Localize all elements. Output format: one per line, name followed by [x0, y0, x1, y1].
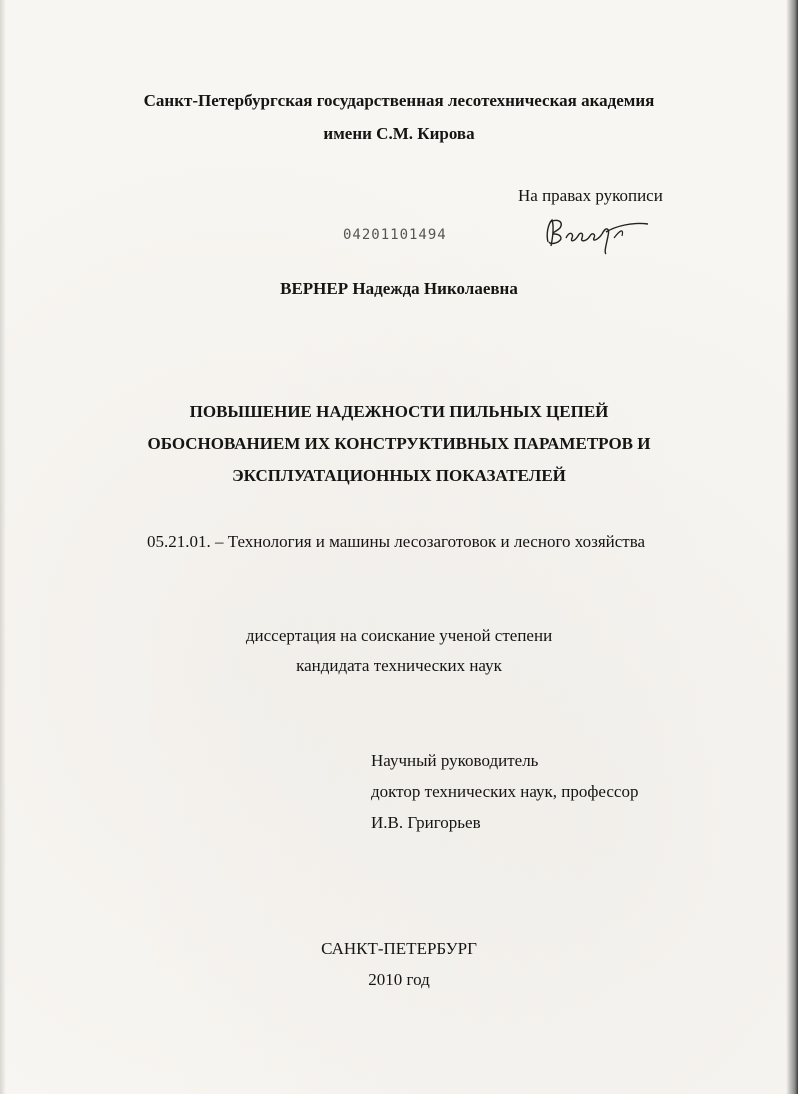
scan-edge-right — [786, 0, 798, 1094]
supervisor-degree: доктор технических наук, профессор — [371, 782, 639, 801]
institution-line-1: Санкт-Петербургская государственная лесотехническая академия — [143, 91, 655, 110]
supervisor-label: Научный руководитель — [371, 751, 539, 770]
scan-edge-left — [0, 0, 6, 1094]
institution-line-2: имени С.М. Кирова — [323, 124, 475, 143]
author-signature — [540, 212, 652, 256]
degree-line-2: кандидата технических наук — [296, 656, 502, 675]
degree-line-1: диссертация на соискание ученой степени — [245, 626, 553, 645]
manuscript-rights-label: На правах рукописи — [518, 186, 663, 205]
author-name: ВЕРНЕР Надежда Николаевна — [280, 279, 518, 298]
title-line-1: ПОВЫШЕНИЕ НАДЕЖНОСТИ ПИЛЬНЫХ ЦЕПЕЙ — [189, 402, 609, 421]
title-line-3: ЭКСПЛУАТАЦИОННЫХ ПОКАЗАТЕЛЕЙ — [232, 466, 566, 485]
supervisor-name: И.В. Григорьев — [371, 813, 481, 832]
registration-number: 04201101494 — [343, 227, 447, 243]
title-line-2: ОБОСНОВАНИЕМ ИХ КОНСТРУКТИВНЫХ ПАРАМЕТРОВ И — [147, 434, 651, 453]
city: САНКТ-ПЕТЕРБУРГ — [321, 939, 477, 958]
specialty-code: 05.21.01. – Технология и машины лесозаготовок и лесного хозяйства — [147, 532, 646, 551]
year: 2010 год — [368, 970, 430, 989]
